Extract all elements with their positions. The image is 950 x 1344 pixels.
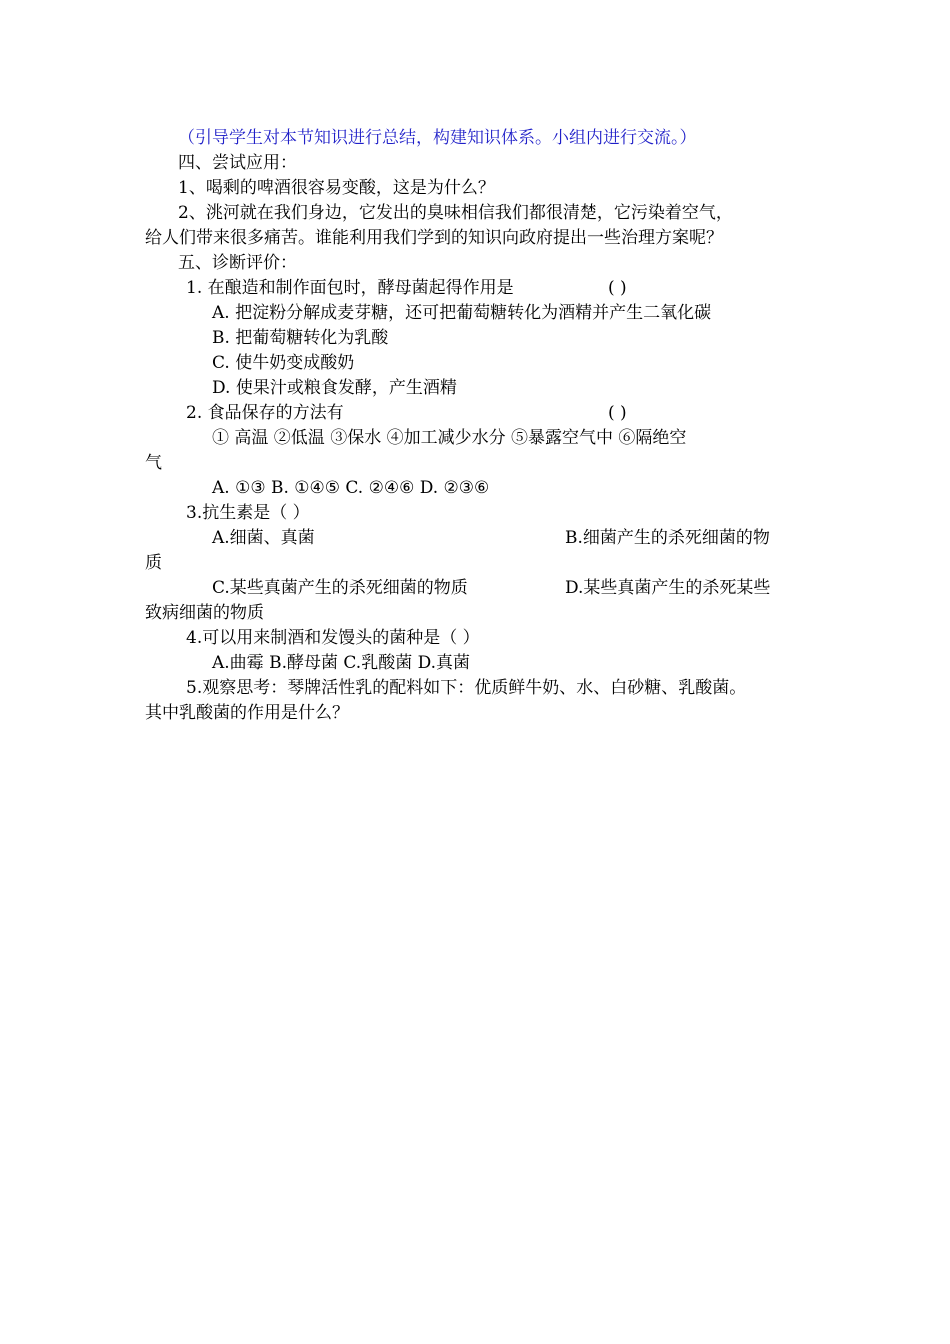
question-3-option-d-line-1: D.某些真菌产生的杀死某些: [565, 578, 771, 598]
question-1-answer-paren: ( ): [608, 278, 627, 298]
question-3-option-a: A.细菌、真菌: [212, 528, 315, 548]
question-1-option-d: D. 使果汁或粮食发酵，产生酒精: [212, 378, 457, 398]
question-2-choices: A. ①③ B. ①④⑤ C. ②④⑥ D. ②③⑥: [212, 478, 490, 498]
question-3-option-c: C.某些真菌产生的杀死细菌的物质: [212, 578, 468, 598]
question-5-line-1: 5.观察思考：琴牌活性乳的配料如下：优质鲜牛奶、水、白砂糖、乳酸菌。: [186, 678, 747, 698]
question-1-stem: 1. 在酿造和制作面包时，酵母菌起得作用是: [186, 278, 514, 298]
section-4-question-2-line-2: 给人们带来很多痛苦。谁能利用我们学到的知识向政府提出一些治理方案呢？: [145, 228, 723, 248]
question-2-options-line-1: ① 高温 ②低温 ③保水 ④加工减少水分 ⑤暴露空气中 ⑥隔绝空: [212, 428, 687, 448]
section-4-heading: 四、尝试应用：: [178, 153, 297, 173]
section-4-question-1: 1、喝剩的啤酒很容易变酸，这是为什么？: [178, 178, 495, 198]
question-3-option-b-line-1: B.细菌产生的杀死细菌的物: [565, 528, 770, 548]
section-4-question-2-line-1: 2、洮河就在我们身边，它发出的臭味相信我们都很清楚，它污染着空气，: [178, 203, 733, 223]
question-3-option-d-line-2: 致病细菌的物质: [145, 603, 264, 623]
question-4-stem: 4.可以用来制酒和发馒头的菌种是（ ）: [186, 628, 480, 648]
question-4-choices: A.曲霉 B.酵母菌 C.乳酸菌 D.真菌: [212, 653, 471, 673]
question-1-option-c: C. 使牛奶变成酸奶: [212, 353, 355, 373]
question-1-option-a: A. 把淀粉分解成麦芽糖，还可把葡萄糖转化为酒精并产生二氧化碳: [212, 303, 712, 323]
question-1-option-b: B. 把葡萄糖转化为乳酸: [212, 328, 389, 348]
question-2-options-line-2: 气: [145, 453, 162, 473]
question-3-option-b-line-2: 质: [145, 553, 162, 573]
question-5-line-2: 其中乳酸菌的作用是什么？: [145, 703, 349, 723]
summary-note: （引导学生对本节知识进行总结，构建知识体系。小组内进行交流。）: [178, 128, 697, 148]
question-2-answer-paren: ( ): [608, 403, 627, 423]
section-5-heading: 五、诊断评价：: [178, 253, 297, 273]
question-3-stem: 3.抗生素是（ ）: [186, 503, 310, 523]
question-2-stem: 2. 食品保存的方法有: [186, 403, 344, 423]
